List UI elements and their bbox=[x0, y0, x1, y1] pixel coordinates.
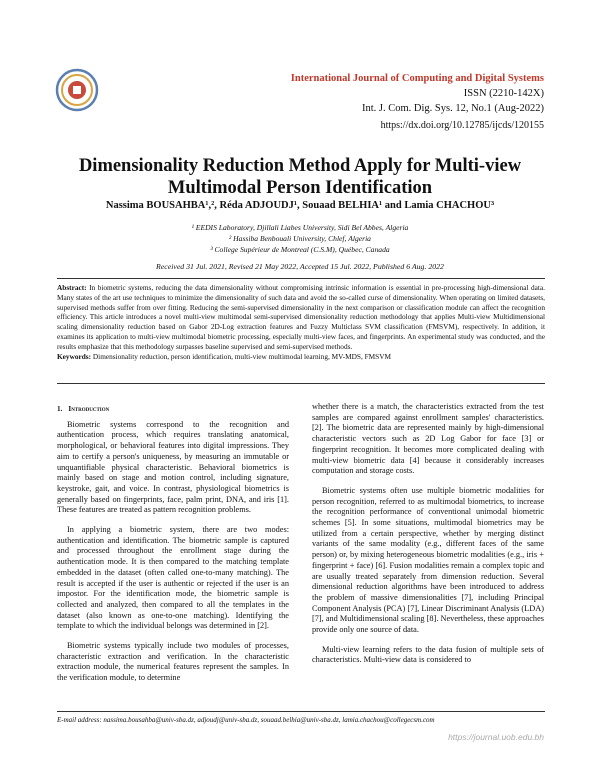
abstract-label: Abstract: bbox=[57, 283, 87, 292]
journal-url[interactable]: https://journal.uob.edu.bh bbox=[448, 732, 544, 742]
left-paragraph-1: Biometric systems correspond to the recognition and authentication process, which requires translating anatomical, morphological, or behavioral features into digital impressions. They aim to certify a person's uniqueness, by measuring an immutable or unquantifiable physical characteristic. Behavioral biometrics is mainly based on stage and motion control, including signature, keystroke, gait, and voice. In contrast, physiological biometrics is generally based on fingerprints, face, palm print, DNA, and iris [1]. These features are treated as pattern recognition problems. bbox=[57, 419, 289, 515]
section-title: Introduction bbox=[68, 405, 110, 413]
abstract-text: In biometric systems, reducing the data dimensionality without compromising intrinsic information is essential in pre-processing high-dimensional data. Many states of the art use techniques to minimize the dimensionality of such data and avoid the so-called curse of dimensionality. When operating on limited datasets, supervised methods suffer from over fitting. Reducing the semi-supervised dimensionality in the next comparison or classification module can affect the recognition efficiency. This article introduces a novel multi-view multimodal semi-supervised dimensionality reduction methodology that applies Multi-view Multidimensional scaling dimensionality reduction based on Gabor 2D-Log extraction features and Fuzzy Multiclass SVM classification (FMSVM), respectively. In addition, it examines its application to multi-view multimodal biometric processing, especially multi-view faces, and fingerprints. An experimental study was conducted, and the results emphasize that this methodology surpasses baseline supervised and semi-supervised methods. bbox=[57, 283, 545, 351]
right-column bbox=[312, 402, 544, 675]
left-column bbox=[57, 404, 289, 693]
right-paragraph-3: Multi-view learning refers to the data fusion of multiple sets of characteristics. Multi-view data is considered to bbox=[312, 644, 544, 665]
affiliation-2: ² Hassiba Benbouali University, Chlef, Algeria bbox=[229, 234, 371, 243]
affiliation-1: ¹ EEDIS Laboratory, Djillali Liabes University, Sidi Bel Abbes, Algeria bbox=[191, 223, 409, 232]
journal-header bbox=[291, 71, 544, 116]
affiliation-3: ³ College Supérieur de Montreal (C.S.M), Québec, Canada bbox=[210, 245, 390, 254]
author-list: Nassima BOUSAHBA¹,², Réda ADJOUDJ¹, Souaad BELHIA¹ and Lamia CHACHOU³ bbox=[105, 200, 495, 211]
title-line-1: Dimensionality Reduction Method Apply for Multi-view bbox=[78, 156, 522, 176]
left-paragraph-2: In applying a biometric system, there are two modes: authentication and identification. The biometric sample is captured and processed throughout the enrollment stage during the authentication mode. It is then compared to the matching template embedded in the dataset (often called one-to-many matching). The result is accepted if the user is authentic or rejected if the user is an impostor. For the identification mode, the biometric sample is collected and analyzed, then compared to all the templates in the dataset (also known as one-to-one matching). Identifying the template to which the individual belongs was determined in [2]. bbox=[57, 525, 289, 631]
doi-link[interactable]: https://dx.doi.org/10.12785/ijcds/120155 bbox=[380, 120, 544, 131]
section-heading bbox=[57, 404, 289, 415]
title-line-2: Multimodal Person Identification bbox=[167, 178, 433, 198]
journal-name: International Journal of Computing and Digital Systems bbox=[290, 73, 544, 84]
publication-dates: Received 31 Jul. 2021, Revised 21 May 2022, Accepted 15 Jul. 2022, Published 6 Aug. 2022 bbox=[156, 262, 444, 271]
keywords-label: Keywords: bbox=[57, 351, 92, 361]
issn: ISSN (2210-142X) bbox=[463, 88, 544, 99]
journal-logo bbox=[55, 68, 99, 112]
right-paragraph-1: whether there is a match, the characteristics extracted from the test samples are compared against enrollment samples' characteristics. [2]. The biometric data are represented mainly by high-dimensional characteristic vectors such as 2D Log Gabor for face [3] or fingerprint recognition. It becomes more complicated dealing with multi-view biometric data [4] because it considerably increases computation and storage costs. bbox=[312, 402, 544, 476]
footnote-email: E-mail address: nassima.bousahba@univ-sba.dz, adjoudj@univ-sba.dz, souaad.belhia@univ-sba.dz, lamia.chachou@collegecsm.com bbox=[57, 716, 435, 724]
divider-bottom bbox=[57, 383, 545, 384]
divider-top bbox=[57, 278, 545, 279]
abstract-block bbox=[57, 283, 545, 361]
section-number: 1. bbox=[57, 405, 63, 413]
left-paragraph-3: Biometric systems typically include two modules of processes, characteristic extraction and verification. In the characteristic extraction module, the numerical features represent the samples. In the verification module, to determine bbox=[57, 641, 289, 683]
affiliations bbox=[0, 222, 600, 255]
citation: Int. J. Com. Dig. Sys. 12, No.1 (Aug-2022) bbox=[361, 103, 544, 114]
footnote-divider bbox=[57, 711, 545, 712]
keywords-text: Dimensionality reduction, person identification, multi-view multimodal learning, MV-MDS, FMSVM bbox=[92, 351, 391, 361]
right-paragraph-2: Biometric systems often use multiple biometric modalities for person recognition, referred to as multimodal biometrics, to increase the recognition performance of conventional unimodal biometric schemes [5]. In some situations, multimodal biometrics may be utilized from a certain perspective, whether by merging distinct variants of the same modality (e.g., different faces of the same person) or, by mixing heterogeneous biometric modalities (e.g., iris + fingerprint + face) [6]. Fusion modalities remain a complex topic and are usually treated separately from dimension reduction. Several dimensional reduction algorithms have been introduced to address the problem of massive dimensionalities [7], including Principal Component Analysis (PCA) [7], Linear Discriminant Analysis (LDA) [7], and Multidimensional scaling [8]. Nevertheless, these approaches provide only one source of data. bbox=[312, 485, 544, 635]
paper-title bbox=[0, 155, 600, 199]
